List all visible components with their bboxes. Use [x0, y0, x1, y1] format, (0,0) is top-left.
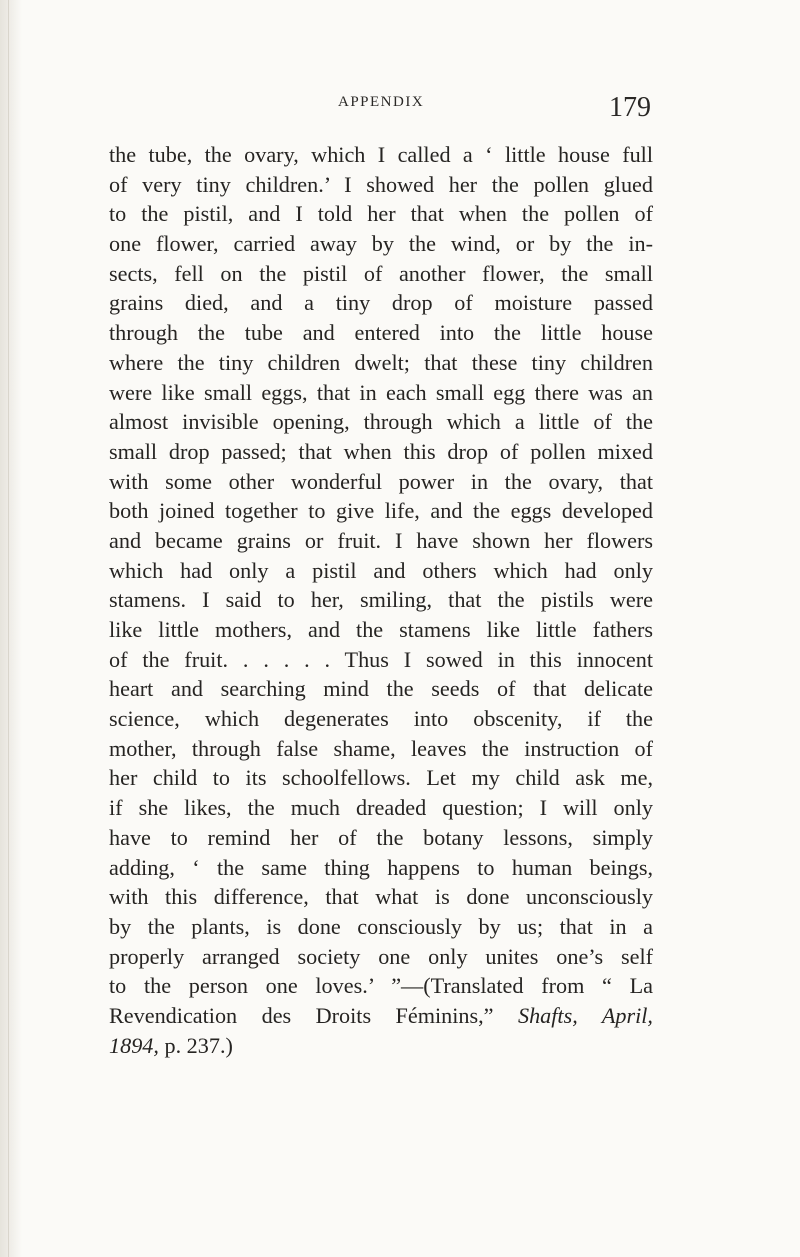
- text-line: like little mothers, and the stamens like little fathers: [109, 617, 653, 642]
- running-title: APPENDIX: [338, 94, 425, 110]
- text-line: the tube, the ovary, which I called a ‘ little house full: [109, 142, 653, 167]
- text-line: with some other wonderful power in the ovary, that: [109, 468, 653, 494]
- text-line: to the pistil, and I told her that when the pollen of: [109, 201, 653, 227]
- text-line: mother, through false shame, leaves the instruction of: [109, 735, 653, 761]
- text-line: science, which degenerates into obscenity, if the: [109, 706, 653, 732]
- text-line: where the tiny children dwelt; that these tiny children: [109, 349, 653, 375]
- citation-journal: Shafts, April,: [517, 1002, 653, 1028]
- text-line: through the tube and entered into the little house: [109, 320, 653, 346]
- text-line: to the person one loves.’ ”—(Translated from “ La: [109, 973, 653, 999]
- text-line: almost invisible opening, through which a little of the: [109, 409, 653, 435]
- text-line-citation: [109, 1001, 653, 1031]
- text-line: adding, ‘ the same thing happens to human beings,: [109, 854, 653, 880]
- text-line: of the fruit. . . . . . Thus I sowed in this innocent: [109, 646, 653, 672]
- text-line: which had only a pistil and others which had only: [109, 557, 653, 583]
- body-text: [109, 140, 653, 1060]
- text-line: properly arranged society one only unites one’s self: [109, 943, 653, 969]
- binding-edge: [8, 0, 9, 1257]
- citation-year: 1894,: [109, 1032, 159, 1058]
- text-line: heart and searching mind the seeds of that delicate: [109, 676, 653, 702]
- text-line: with this difference, that what is done unconsciously: [109, 884, 653, 910]
- page-number: 179: [609, 92, 651, 123]
- text-line: of very tiny children.’ I showed her the pollen glued: [109, 171, 653, 197]
- text-line: her child to its schoolfellows. Let my child ask me,: [109, 765, 653, 791]
- text-line: and became grains or fruit. I have shown her flowers: [109, 527, 653, 553]
- text-line-final: [109, 1031, 653, 1061]
- text-line: both joined together to give life, and the eggs developed: [109, 498, 653, 524]
- citation-source: Revendication des Droits Féminins,”: [109, 1002, 494, 1028]
- text-line: if she likes, the much dreaded question; I will only: [109, 795, 653, 821]
- running-head: [0, 92, 800, 122]
- binding-shadow: [0, 0, 22, 1257]
- text-line: have to remind her of the botany lessons, simply: [109, 824, 653, 850]
- text-line: were like small eggs, that in each small egg there was an: [109, 379, 653, 405]
- text-line: stamens. I said to her, smiling, that the pistils were: [109, 587, 653, 613]
- text-line: by the plants, is done consciously by us; that in a: [109, 913, 653, 939]
- citation-page: p. 237.): [158, 1032, 233, 1058]
- text-line: sects, fell on the pistil of another flower, the small: [109, 260, 653, 286]
- text-line: one flower, carried away by the wind, or by the in-: [109, 231, 653, 257]
- text-line: small drop passed; that when this drop of pollen mixed: [109, 438, 653, 464]
- text-line: grains died, and a tiny drop of moisture passed: [109, 290, 653, 316]
